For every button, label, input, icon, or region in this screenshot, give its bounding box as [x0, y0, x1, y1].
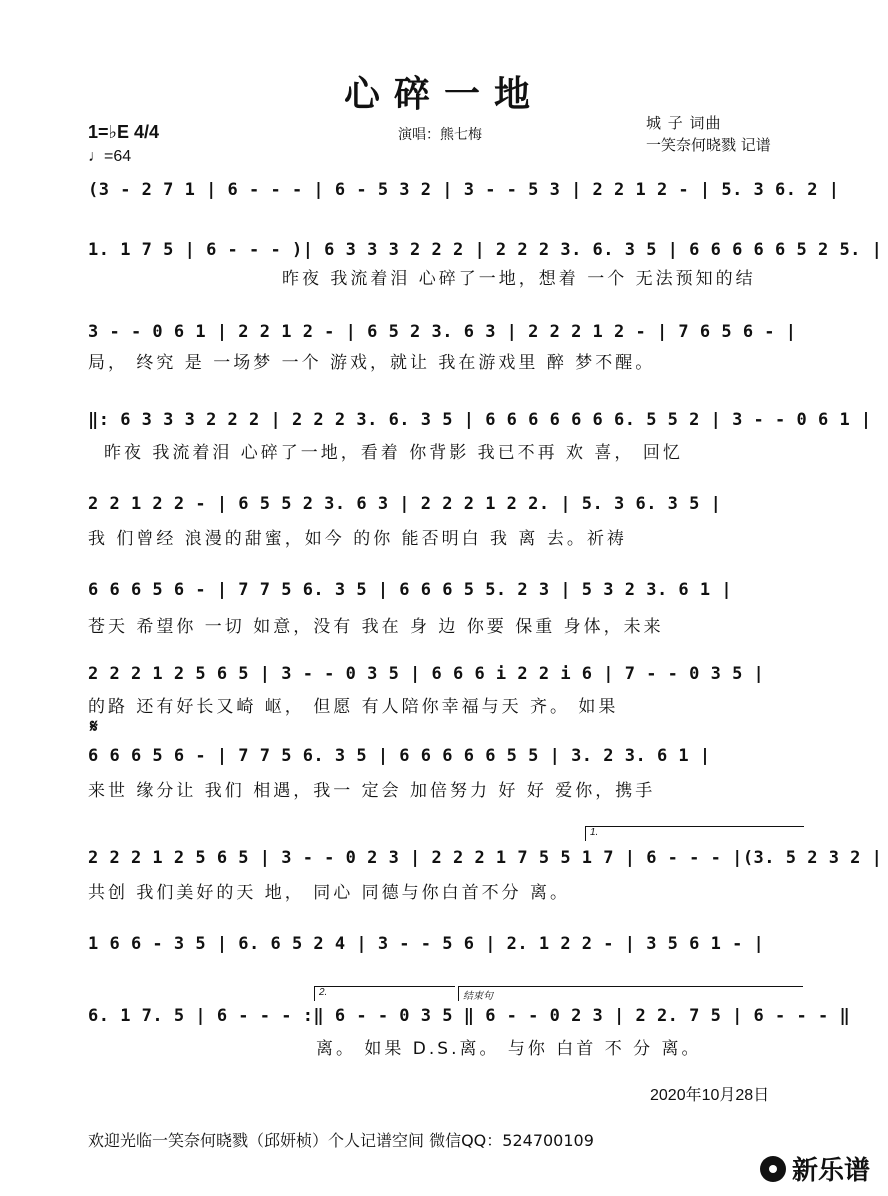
notation-line-11: 6. 1 7. 5 | 6 - - - :‖ 6 - - 0 3 5 ‖ 6 - - 0 2 3 | 2 2. 7 5 | 6 - - - ‖	[88, 1006, 851, 1026]
notation-line-3: 3 - - 0 6 1 | 2 2 1 2 - | 6 5 2 3. 6 3 | 2 2 2 1 2 - | 7 6 5 6 - |	[88, 322, 797, 342]
notation-line-6: 6 6 6 5 6 - | 7 7 5 6. 3 5 | 6 6 6 5 5. 2 3 | 5 3 2 3. 6 1 |	[88, 580, 733, 600]
lyric-line-8: 来世 缘分让 我们 相遇，我一 定会 加倍努力 好 好 爱你，携手	[88, 781, 656, 801]
singer-credit: 演唱：熊七梅	[398, 127, 482, 143]
notation-line-2: 1. 1 7 5 | 6 - - - )| 6 3 3 3 2 2 2 | 2 2 2 3. 6. 3 5 | 6 6 6 6 6 5 2 5. |	[88, 240, 883, 260]
lyric-line-6: 苍天 希望你 一切 如意，没有 我在 身 边 你要 保重 身体，未来	[88, 617, 664, 637]
volta-2-bracket	[314, 986, 455, 1001]
notation-line-4: ‖: 6 3 3 3 2 2 2 | 2 2 2 3. 6. 3 5 | 6 6 6 6 6 6 6. 5 5 2 | 3 - - 0 6 1 |	[88, 410, 872, 430]
transcription-date: 2020年10月28日	[650, 1087, 770, 1104]
tempo-marking: ♩=64	[88, 148, 132, 165]
lyric-line-7: 的路 还有好长又崎 岖， 但愿 有人陪你幸福与天 齐。 如果	[88, 697, 619, 717]
notation-line-1: (3 - 2 7 1 | 6 - - - | 6 - 5 3 2 | 3 - - 5 3 | 2 2 1 2 - | 5. 3 6. 2 |	[88, 180, 840, 200]
lyric-line-3: 局， 终究 是 一场梦 一个 游戏，就让 我在游戏里 醉 梦不醒。	[88, 353, 656, 373]
volta-1-bracket	[585, 826, 804, 841]
segno-mark: 𝄋	[90, 716, 98, 736]
volta-2-label: 2.	[319, 987, 328, 998]
notation-line-9: 2 2 2 1 2 5 6 5 | 3 - - 0 2 3 | 2 2 2 1 7 5 5 1 7 | 6 - - - |(3. 5 2 3 2 |	[88, 848, 883, 868]
notation-line-8: 6 6 6 5 6 - | 7 7 5 6. 3 5 | 6 6 6 6 6 5 5 | 3. 2 3. 6 1 |	[88, 746, 711, 766]
lyric-line-4: 昨夜 我流着泪 心碎了一地，看着 你背影 我已不再 欢 喜， 回忆	[104, 443, 683, 463]
notation-line-5: 2 2 1 2 2 - | 6 5 5 2 3. 6 3 | 2 2 2 1 2 2. | 5. 3 6. 3 5 |	[88, 494, 722, 514]
site-logo	[760, 1150, 870, 1187]
song-title: 心碎一地	[343, 74, 544, 115]
transcriber-credit: 一笑奈何晓戮 记谱	[646, 136, 771, 154]
lyrics-composer-credit: 城 子 词曲	[646, 114, 722, 132]
key-signature: 1=♭E 4/4	[88, 122, 160, 142]
record-disc-icon	[760, 1156, 786, 1182]
lyric-line-2: 昨夜 我流着泪 心碎了一地，想着 一个 无法预知的结	[282, 269, 756, 289]
ending-label: 结束句	[463, 991, 493, 1002]
ending-bracket	[458, 986, 803, 1001]
volta-1-label: 1.	[590, 827, 599, 838]
lyric-line-9: 共创 我们美好的天 地， 同心 同德与你白首不分 离。	[88, 883, 571, 903]
lyric-line-11: 离。 如果 D.S.离。 与你 白首 不 分 离。	[316, 1039, 702, 1059]
notation-line-10: 1 6 6 - 3 5 | 6. 6 5 2 4 | 3 - - 5 6 | 2. 1 2 2 - | 3 5 6 1 - |	[88, 934, 765, 954]
notation-line-7: 2 2 2 1 2 5 6 5 | 3 - - 0 3 5 | 6 6 6 i 2 2 i 6 | 7 - - 0 3 5 |	[88, 664, 765, 684]
logo-text: 新乐谱	[792, 1155, 871, 1185]
lyric-line-5: 我 们曾经 浪漫的甜蜜，如今 的你 能否明白 我 离 去。祈祷	[88, 529, 627, 549]
footer-note: 欢迎光临一笑奈何晓戮（邱妍桢）个人记谱空间 微信QQ：524700109	[88, 1131, 594, 1150]
